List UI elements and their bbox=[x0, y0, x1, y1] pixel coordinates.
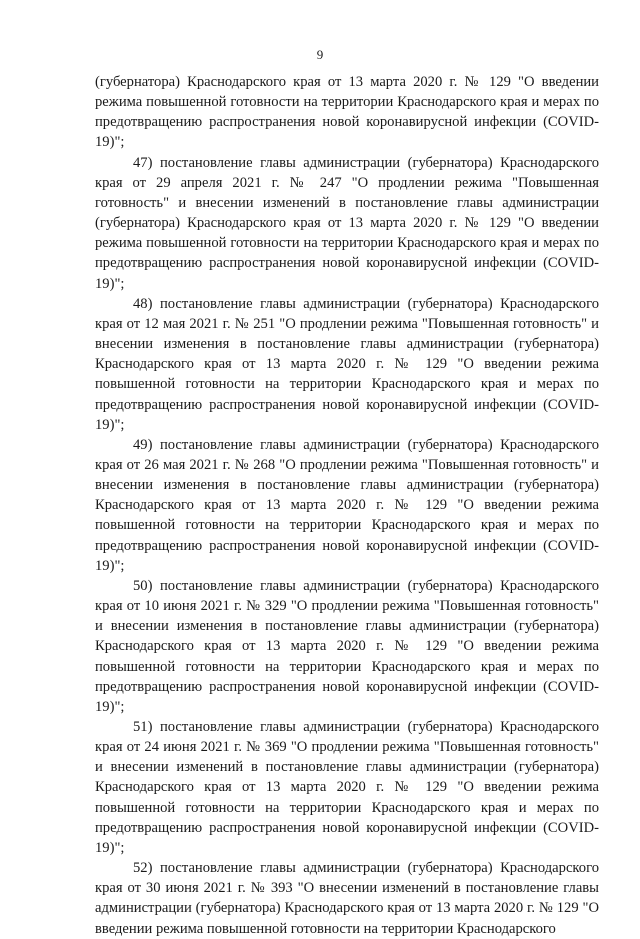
paragraph-continuation: (губернатора) Краснодарского края от 13 марта 2020 г. № 129 "О введении режима повышенной готовности на территории Краснодарского края и мерах по предотвращению распространения новой коронавирусной инфекции (COVID-19)"; bbox=[95, 74, 599, 151]
list-item-52: 52) постановление главы администрации (губернатора) Краснодарского края от 30 июня 2021 г. № 393 "О внесении изменений в постановление главы администрации (губернатора) Краснодарского края от 13 марта 2020 г. № 129 "О введении режима повышенной готовности на территории Краснодарского bbox=[95, 860, 599, 937]
list-item-47: 47) постановление главы администрации (губернатора) Краснодарского края от 29 апреля 2021 г. № 247 "О продлении режима "Повышенная готовность" и внесении изменений в постановление главы администрации (губернатора) Краснодарского края от 13 марта 2020 г. № 129 "О введении режима повышенной готовности на территории Краснодарского края и мерах по предотвращению распространения новой коронавирусной инфекции (COVID-19)"; bbox=[95, 154, 599, 292]
list-item-50: 50) постановление главы администрации (губернатора) Краснодарского края от 10 июня 2021 г. № 329 "О продлении режима "Повышенная готовность" и внесении изменения в постановление главы администрации (губернатора) Краснодарского края от 13 марта 2020 г. № 129 "О введении режима повышенной готовности на территории Краснодарского края и мерах по предотвращению распространения новой коронавирусной инфекции (COVID-19)"; bbox=[95, 577, 599, 715]
list-item-51: 51) постановление главы администрации (губернатора) Краснодарского края от 24 июня 2021 г. № 369 "О продлении режима "Повышенная готовность" и внесении изменений в постановление главы администрации (губернатора) Краснодарского края от 13 марта 2020 г. № 129 "О введении режима повышенной готовности на территории Краснодарского края и мерах по предотвращению распространения новой коронавирусной инфекции (COVID-19)"; bbox=[95, 719, 599, 856]
document-body bbox=[95, 72, 599, 939]
list-item-48: 48) постановление главы администрации (губернатора) Краснодарского края от 12 мая 2021 г. № 251 "О продлении режима "Повышенная готовность" и внесении изменения в постановление главы администрации (губернатора) Краснодарского края от 13 марта 2020 г. № 129 "О введении режима повышенной готовности на территории Краснодарского края и мерах по предотвращению распространения новой коронавирусной инфекции (COVID-19)"; bbox=[95, 295, 599, 433]
list-item-49: 49) постановление главы администрации (губернатора) Краснодарского края от 26 мая 2021 г. № 268 "О продлении режима "Повышенная готовность" и внесении изменения в постановление главы администрации (губернатора) Краснодарского края от 13 марта 2020 г. № 129 "О введении режима повышенной готовности на территории Краснодарского края и мерах по предотвращению распространения новой коронавирусной инфекции (COVID-19)"; bbox=[95, 436, 599, 574]
page-number: 9 bbox=[316, 47, 324, 62]
